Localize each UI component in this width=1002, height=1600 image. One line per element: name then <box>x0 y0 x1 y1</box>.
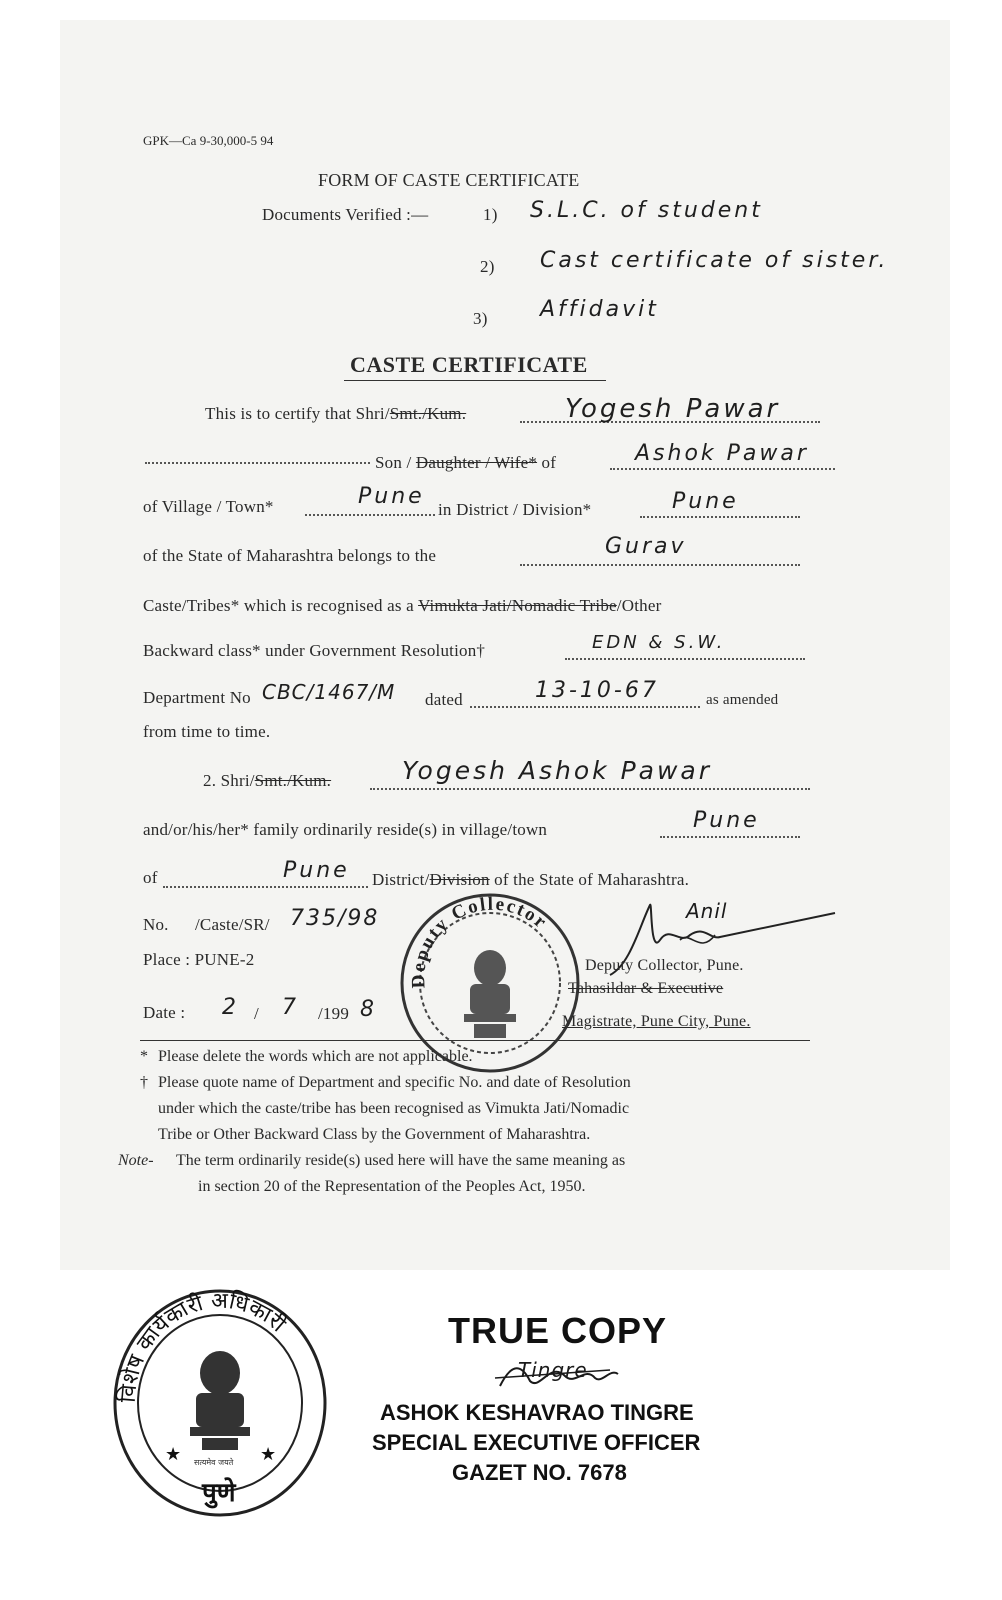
true-copy-label: TRUE COPY <box>448 1310 668 1351</box>
caste-sr-no: 735/98 <box>290 906 380 931</box>
district-suffix-a: District/ <box>372 870 430 889</box>
dated-label: dated <box>425 690 463 709</box>
of-label: of <box>541 453 557 472</box>
place-label: Place : PUNE-2 <box>143 950 255 969</box>
note-5: The term ordinarily reside(s) used here will have the same meaning as <box>176 1152 626 1169</box>
attestation-signature <box>490 1356 630 1396</box>
executive-officer-stamp <box>110 1285 330 1520</box>
caste-field: Gurav <box>605 534 687 559</box>
document-num-2: 2) <box>480 257 495 276</box>
document-num-1: 1) <box>483 205 498 224</box>
note-4: Tribe or Other Backward Class by the Government of Maharashtra. <box>158 1126 591 1143</box>
stamp-top-text: विशेष कार्यकारी अधिकारी <box>115 1288 291 1404</box>
note-1: Please delete the words which are not applicable. <box>158 1048 473 1065</box>
document-num-3: 3) <box>473 309 488 328</box>
attestation-title: SPECIAL EXECUTIVE OFFICER <box>372 1430 701 1455</box>
date-month: 7 <box>282 995 299 1020</box>
para2-struck: Smt./Kum. <box>254 771 332 790</box>
caste-line-prefix: Caste/Tribes* which is recognised as a <box>143 596 414 615</box>
document-3: Affidavit <box>540 297 659 322</box>
village-field: Pune <box>358 484 425 509</box>
officer-line1: Deputy Collector, Pune. <box>585 957 744 974</box>
attestation-signature-text: Tingre <box>518 1358 588 1382</box>
backward-label: Backward class* under Government Resolution† <box>143 641 486 660</box>
print-code: GPK—Ca 9-30,000-5 94 <box>143 133 274 148</box>
district-field: Pune <box>672 489 739 514</box>
note-mark-6 <box>140 1174 198 1200</box>
certificate-title: CASTE CERTIFICATE <box>350 352 588 377</box>
stamp-bottom-text: पुणे <box>202 1478 236 1508</box>
para2-name: Yogesh Ashok Pawar <box>402 756 713 785</box>
no-label: No. <box>143 915 169 934</box>
caste-sr-label: /Caste/SR/ <box>195 915 270 934</box>
district-suffix-struck: Division <box>429 870 490 889</box>
reside-label: and/or/his/her* family ordinarily reside(s) in village/town <box>143 820 548 839</box>
svg-text:★: ★ <box>165 1444 182 1464</box>
documents-label: Documents Verified :— <box>262 205 429 224</box>
title-underline <box>344 380 606 381</box>
caste-line-suffix: /Other <box>616 596 662 615</box>
officer-signature-text: Anil <box>686 899 728 923</box>
note-2: Please quote name of Department and specific No. and date of Resolution <box>158 1074 631 1091</box>
attestation-gazet: GAZET NO. 7678 <box>452 1460 627 1485</box>
dated-field: 13-10-67 <box>535 678 659 703</box>
attestation-name: ASHOK KESHAVRAO TINGRE <box>380 1400 694 1425</box>
seal-text: Deputy Collector <box>408 893 552 989</box>
document-1: S.L.C. of student <box>530 198 763 223</box>
svg-text:विशेष कार्यकारी अधिकारी <box>115 1288 291 1403</box>
department-label: Department No <box>143 688 251 707</box>
of-district-field: Pune <box>283 858 350 883</box>
notes-block <box>118 1044 631 1200</box>
date-year: /199 <box>318 1004 350 1023</box>
document-2: Cast certificate of sister. <box>540 248 889 273</box>
line1-prefix: This is to certify that Shri/ <box>205 404 390 423</box>
date-year-hand: 8 <box>360 997 377 1022</box>
note-mark-5: Note- <box>118 1152 154 1169</box>
para2-prefix: 2. Shri/ <box>203 771 255 790</box>
name-field: Yogesh Pawar <box>565 394 781 424</box>
of-label-2: of <box>143 868 158 887</box>
district-suffix-b: of the State of Maharashtra. <box>489 870 690 889</box>
svg-text:★: ★ <box>260 1444 277 1464</box>
father-name: Ashok Pawar <box>635 441 809 466</box>
date-label: Date : <box>143 1003 186 1022</box>
state-label: of the State of Maharashtra belongs to the <box>143 546 437 565</box>
amended-label: as amended <box>706 692 779 708</box>
caste-line-struck: Vimukta Jati/Nomadic Tribe <box>418 596 617 615</box>
officer-line3: Magistrate, Pune City, Pune. <box>562 1013 751 1030</box>
note-6: in section 20 of the Representation of the Peoples Act, 1950. <box>198 1178 586 1195</box>
son-label: Son / <box>375 453 412 472</box>
department-no: CBC/1467/M <box>262 680 396 704</box>
from-time-label: from time to time. <box>143 722 271 741</box>
officer-line2: Tahasildar & Executive <box>568 980 724 997</box>
note-mark-1: * <box>140 1048 148 1065</box>
daughter-wife-struck: Daughter / Wife* <box>415 453 538 472</box>
note-mark-3 <box>140 1096 158 1122</box>
district-label: in District / Division* <box>438 500 592 519</box>
village-label: of Village / Town* <box>143 497 274 516</box>
reside-town: Pune <box>693 808 760 833</box>
footer-rule <box>140 1040 810 1041</box>
date-day: 2 <box>222 995 239 1020</box>
note-mark-2: † <box>140 1074 148 1091</box>
note-mark-4 <box>140 1122 158 1148</box>
form-title: FORM OF CASTE CERTIFICATE <box>318 170 580 190</box>
note-3: under which the caste/tribe has been recognised as Vimukta Jati/Nomadic <box>158 1100 630 1117</box>
stamp-motto: सत्यमेव जयते <box>194 1458 234 1467</box>
resolution-field: EDN & S.W. <box>592 632 726 653</box>
line1-struck: Smt./Kum. <box>389 404 467 423</box>
